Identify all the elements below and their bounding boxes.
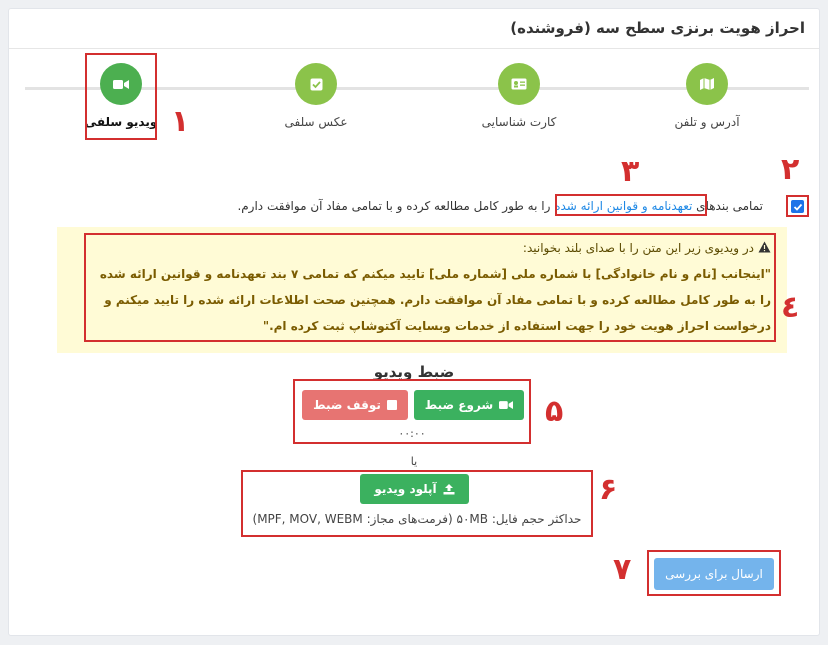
- annotation-number: ٤: [781, 290, 800, 325]
- recording-timer: ۰۰:۰۰: [398, 427, 426, 440]
- submit-for-review-button[interactable]: [654, 558, 774, 590]
- step-label: عکس سلفی: [284, 115, 348, 129]
- annotation-box: [555, 194, 707, 216]
- step-id-card: [454, 63, 584, 129]
- annotation-number: ۵: [545, 394, 564, 429]
- stop-recording-button[interactable]: [302, 390, 408, 420]
- video-camera-icon: [499, 400, 513, 410]
- step-circle: [295, 63, 337, 105]
- card-header: [9, 9, 819, 49]
- id-card-icon: [511, 78, 527, 90]
- notice-heading-text: در ویدیوی زیر این متن را با صدای بلند بخوانید:: [522, 241, 754, 255]
- agreement-suffix: را به طور کامل مطالعه کرده و با تمامی مفاد آن موافقت دارم.: [237, 199, 551, 213]
- step-label: ویدیو سلفی: [84, 115, 158, 129]
- check-square-icon: [310, 78, 323, 91]
- annotation-box: [85, 53, 157, 140]
- recording-title: ضبط ویدیو: [373, 363, 455, 381]
- verification-card: [8, 8, 820, 636]
- start-recording-button[interactable]: [414, 390, 524, 420]
- step-selfie-photo: [251, 63, 381, 129]
- stop-recording-label: توقف ضبط: [313, 398, 381, 412]
- step-label: کارت شناسایی: [481, 115, 557, 129]
- submit-label: ارسال برای بررسی: [665, 567, 763, 581]
- annotation-box: [786, 195, 809, 217]
- upload-limits: حداکثر حجم فایل: ۵۰MB (فرمت‌های مجاز: MPF, MOV, WEBM): [252, 512, 582, 526]
- stop-icon: [387, 400, 397, 410]
- terms-link[interactable]: تعهدنامه و قوانین ارائه شده: [554, 199, 693, 213]
- warning-icon: [758, 241, 771, 253]
- notice-body: "اینجانب [نام و نام خانوادگی] با شماره ملی [شماره ملی] تایید میکنم که تمامی ۷ بند تعهدنامه و قوانین ارائه شده را به طور کامل مطالعه کرده و با تمامی مفاد آن موافقت دارم. همچنین صحت اطلاعات ارائه شده را تایید میکنم و درخواست احراز هویت خود را جهت استفاده از خدمات وبسایت آکتوشاپ ثبت کرده ام.": [99, 267, 771, 333]
- step-circle: [498, 63, 540, 105]
- annotation-number: ۲: [781, 152, 800, 187]
- notice-heading: [85, 241, 771, 255]
- upload-video-label: آپلود ویدیو: [374, 482, 437, 496]
- step-label: آدرس و تلفن: [674, 115, 740, 129]
- upload-icon: [443, 484, 455, 495]
- start-recording-label: شروع ضبط: [424, 398, 494, 412]
- step-address-phone: [642, 63, 772, 129]
- agreement-prefix: تمامی بندهای: [696, 199, 763, 213]
- annotation-number: ۳: [621, 154, 640, 189]
- annotation-number: ۷: [613, 552, 632, 587]
- annotation-number: ۶: [599, 472, 618, 507]
- page-title: احراز هویت برنزی سطح سه (فروشنده): [510, 19, 805, 37]
- read-aloud-notice: [57, 227, 787, 353]
- annotation-number: ۱: [171, 104, 190, 139]
- notice-content: [85, 241, 771, 339]
- or-label: یا: [410, 455, 418, 468]
- upload-video-button[interactable]: [360, 474, 469, 504]
- step-circle: [686, 63, 728, 105]
- map-icon: [699, 77, 715, 91]
